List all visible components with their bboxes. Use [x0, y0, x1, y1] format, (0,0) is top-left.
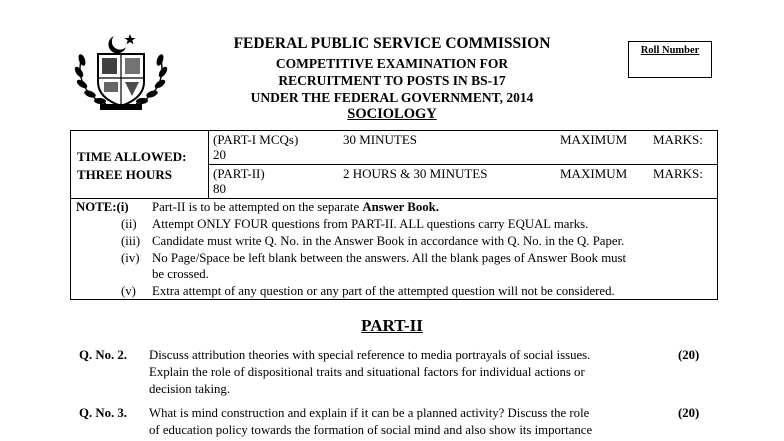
part1-label: (PART-I MCQs): [213, 132, 299, 147]
roll-number-label: Roll Number: [640, 45, 700, 56]
part1-label-cont: 20: [213, 147, 226, 162]
part-title: PART-II: [361, 316, 423, 335]
part1-duration: 30 MINUTES: [343, 132, 418, 147]
note-item-1-bold: Answer Book.: [362, 200, 439, 214]
part1-maximum: MAXIMUM: [560, 132, 628, 147]
question-2-line-1: Discuss attribution theories with special reference to media portrayals of social issues.: [149, 348, 591, 362]
exam-title-line-1: COMPETITIVE EXAMINATION FOR: [275, 56, 509, 71]
note-heading: NOTE:(i): [76, 200, 129, 214]
time-allowed-table: [70, 130, 718, 199]
note-item-4-num: (iv): [121, 251, 140, 265]
question-3-line-2: of education policy towards the formation of social mind and also show its importance: [149, 423, 593, 437]
time-allowed-label: TIME ALLOWED:: [77, 149, 187, 164]
question-2-marks: (20): [678, 348, 700, 362]
organization-title: FEDERAL PUBLIC SERVICE COMMISSION: [233, 35, 551, 52]
subject-title: SOCIOLOGY: [347, 106, 437, 122]
question-2-line-2: Explain the role of dispositional traits and situational factors for individual actions or: [149, 365, 585, 379]
notes-box: [70, 199, 718, 300]
note-item-4-cont: be crossed.: [152, 267, 209, 281]
exam-title-line-3: UNDER THE FEDERAL GOVERNMENT, 2014: [250, 90, 534, 105]
question-3-number: Q. No. 3.: [79, 406, 127, 420]
question-3-marks: (20): [678, 406, 700, 420]
question-2-number: Q. No. 2.: [79, 348, 127, 362]
note-item-2-num: (ii): [121, 217, 137, 231]
note-item-1-text: Part-II is to be attempted on the separate: [152, 200, 363, 214]
note-item-4-text: No Page/Space be left blank between the answers. All the blank pages of Answer Book must: [152, 251, 627, 265]
part2-label-cont: 80: [213, 181, 226, 196]
note-item-1: [152, 200, 439, 215]
three-hours-label: THREE HOURS: [77, 167, 172, 182]
part2-duration: 2 HOURS & 30 MINUTES: [343, 166, 488, 181]
note-item-3-num: (iii): [121, 234, 141, 248]
roll-number-box[interactable]: [628, 41, 712, 78]
part1-marks: MARKS:: [653, 132, 703, 147]
note-item-2-text: Attempt ONLY FOUR questions from PART-II. ALL questions carry EQUAL marks.: [152, 217, 589, 231]
table-divider: [208, 164, 717, 165]
question-2-line-3: decision taking.: [149, 382, 231, 396]
exam-title-line-2: RECRUITMENT TO POSTS IN BS-17: [278, 73, 506, 88]
part2-maximum: MAXIMUM: [560, 166, 628, 181]
part2-marks: MARKS:: [653, 166, 703, 181]
note-item-5-text: Extra attempt of any question or any part of the attempted question will not be considered.: [152, 284, 615, 298]
question-3-line-1: What is mind construction and explain if it can be a planned activity? Discuss the role: [149, 406, 590, 420]
note-item-5-num: (v): [121, 284, 136, 298]
part2-label: (PART-II): [213, 166, 265, 181]
note-item-3-text: Candidate must write Q. No. in the Answer Book in accordance with Q. No. in the Q. Paper.: [152, 234, 625, 248]
